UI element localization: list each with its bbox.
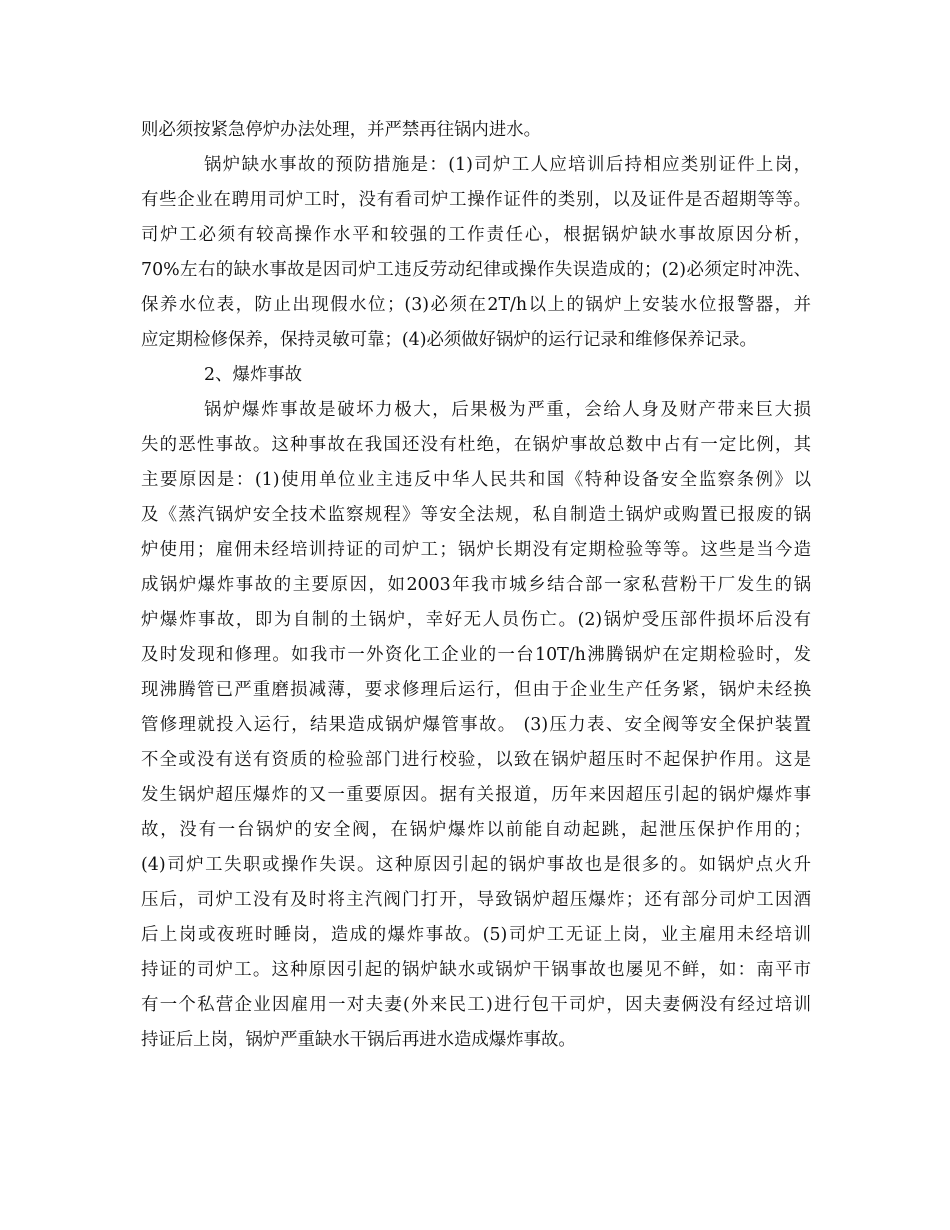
- text-line: 及《蒸汽锅炉安全技术监察规程》等安全法规，私自制造土锅炉或购置已报废的锅: [141, 505, 811, 525]
- text-line: 司炉工必须有较高操作水平和较强的工作责任心，根据锅炉缺水事故原因分析，: [141, 225, 811, 245]
- text-line: 及时发现和修理。如我市一外资化工企业的一台10T/h沸腾锅炉在定期检验时，发: [141, 645, 811, 665]
- text-line: 应定期检修保养，保持灵敏可靠；(4)必须做好锅炉的运行记录和维修保养记录。: [141, 330, 757, 350]
- paragraph-start-line: 锅炉缺水事故的预防措施是：(1)司炉工人应培训后持相应类别证件上岗，: [204, 155, 811, 175]
- text-line: 有一个私营企业因雇用一对夫妻(外来民工)进行包干司炉，因夫妻俩没有经过培训: [141, 995, 811, 1015]
- text-line: 成锅炉爆炸事故的主要原因，如2003年我市城乡结合部一家私营粉干厂发生的锅: [141, 575, 811, 595]
- text-line: 不全或没有送有资质的检验部门进行校验，以致在锅炉超压时不起保护作用。这是: [141, 750, 811, 770]
- text-line: 发生锅炉超压爆炸的又一重要原因。据有关报道，历年来因超压引起的锅炉爆炸事: [141, 785, 811, 805]
- section-heading: 2、爆炸事故: [204, 365, 303, 385]
- text-line: 有些企业在聘用司炉工时，没有看司炉工操作证件的类别，以及证件是否超期等等。: [141, 190, 811, 210]
- text-line: 后上岗或夜班时睡岗，造成的爆炸事故。(5)司炉工无证上岗，业主雇用未经培训: [141, 925, 811, 945]
- text-line: 保养水位表，防止出现假水位；(3)必须在2T/h以上的锅炉上安装水位报警器，并: [141, 295, 811, 315]
- text-line: 持证的司炉工。这种原因引起的锅炉缺水或锅炉干锅事故也屡见不鲜，如：南平市: [141, 960, 811, 980]
- text-line: 现沸腾管已严重磨损减薄，要求修理后运行，但由于企业生产任务紧，锅炉未经换: [141, 680, 811, 700]
- text-line: 持证后上岗，锅炉严重缺水干锅后再进水造成爆炸事故。: [141, 1030, 576, 1050]
- text-line: 炉使用；雇佣未经培训持证的司炉工；锅炉长期没有定期检验等等。这些是当今造: [141, 540, 811, 560]
- text-line: 主要原因是：(1)使用单位业主违反中华人民共和国《特种设备安全监察条例》以: [141, 470, 811, 490]
- text-line: 炉爆炸事故，即为自制的土锅炉，幸好无人员伤亡。(2)锅炉受压部件损坏后没有: [141, 610, 811, 630]
- paragraph-start-line: 锅炉爆炸事故是破坏力极大，后果极为严重，会给人身及财产带来巨大损: [204, 400, 811, 420]
- text-line: 管修理就投入运行，结果造成锅炉爆管事故。 (3)压力表、安全阀等安全保护装置: [141, 715, 811, 735]
- text-line: 压后，司炉工没有及时将主汽阀门打开，导致锅炉超压爆炸；还有部分司炉工因酒: [141, 890, 811, 910]
- text-line: 故，没有一台锅炉的安全阀，在锅炉爆炸以前能自动起跳，起泄压保护作用的；: [141, 820, 811, 840]
- text-line: 则必须按紧急停炉办法处理，并严禁再往锅内进水。: [141, 120, 541, 140]
- text-line: 70%左右的缺水事故是因司炉工违反劳动纪律或操作失误造成的；(2)必须定时冲洗、: [141, 260, 811, 280]
- text-line: (4)司炉工失职或操作失误。这种原因引起的锅炉事故也是很多的。如锅炉点火升: [141, 855, 811, 875]
- text-line: 失的恶性事故。这种事故在我国还没有杜绝，在锅炉事故总数中占有一定比例，其: [141, 435, 811, 455]
